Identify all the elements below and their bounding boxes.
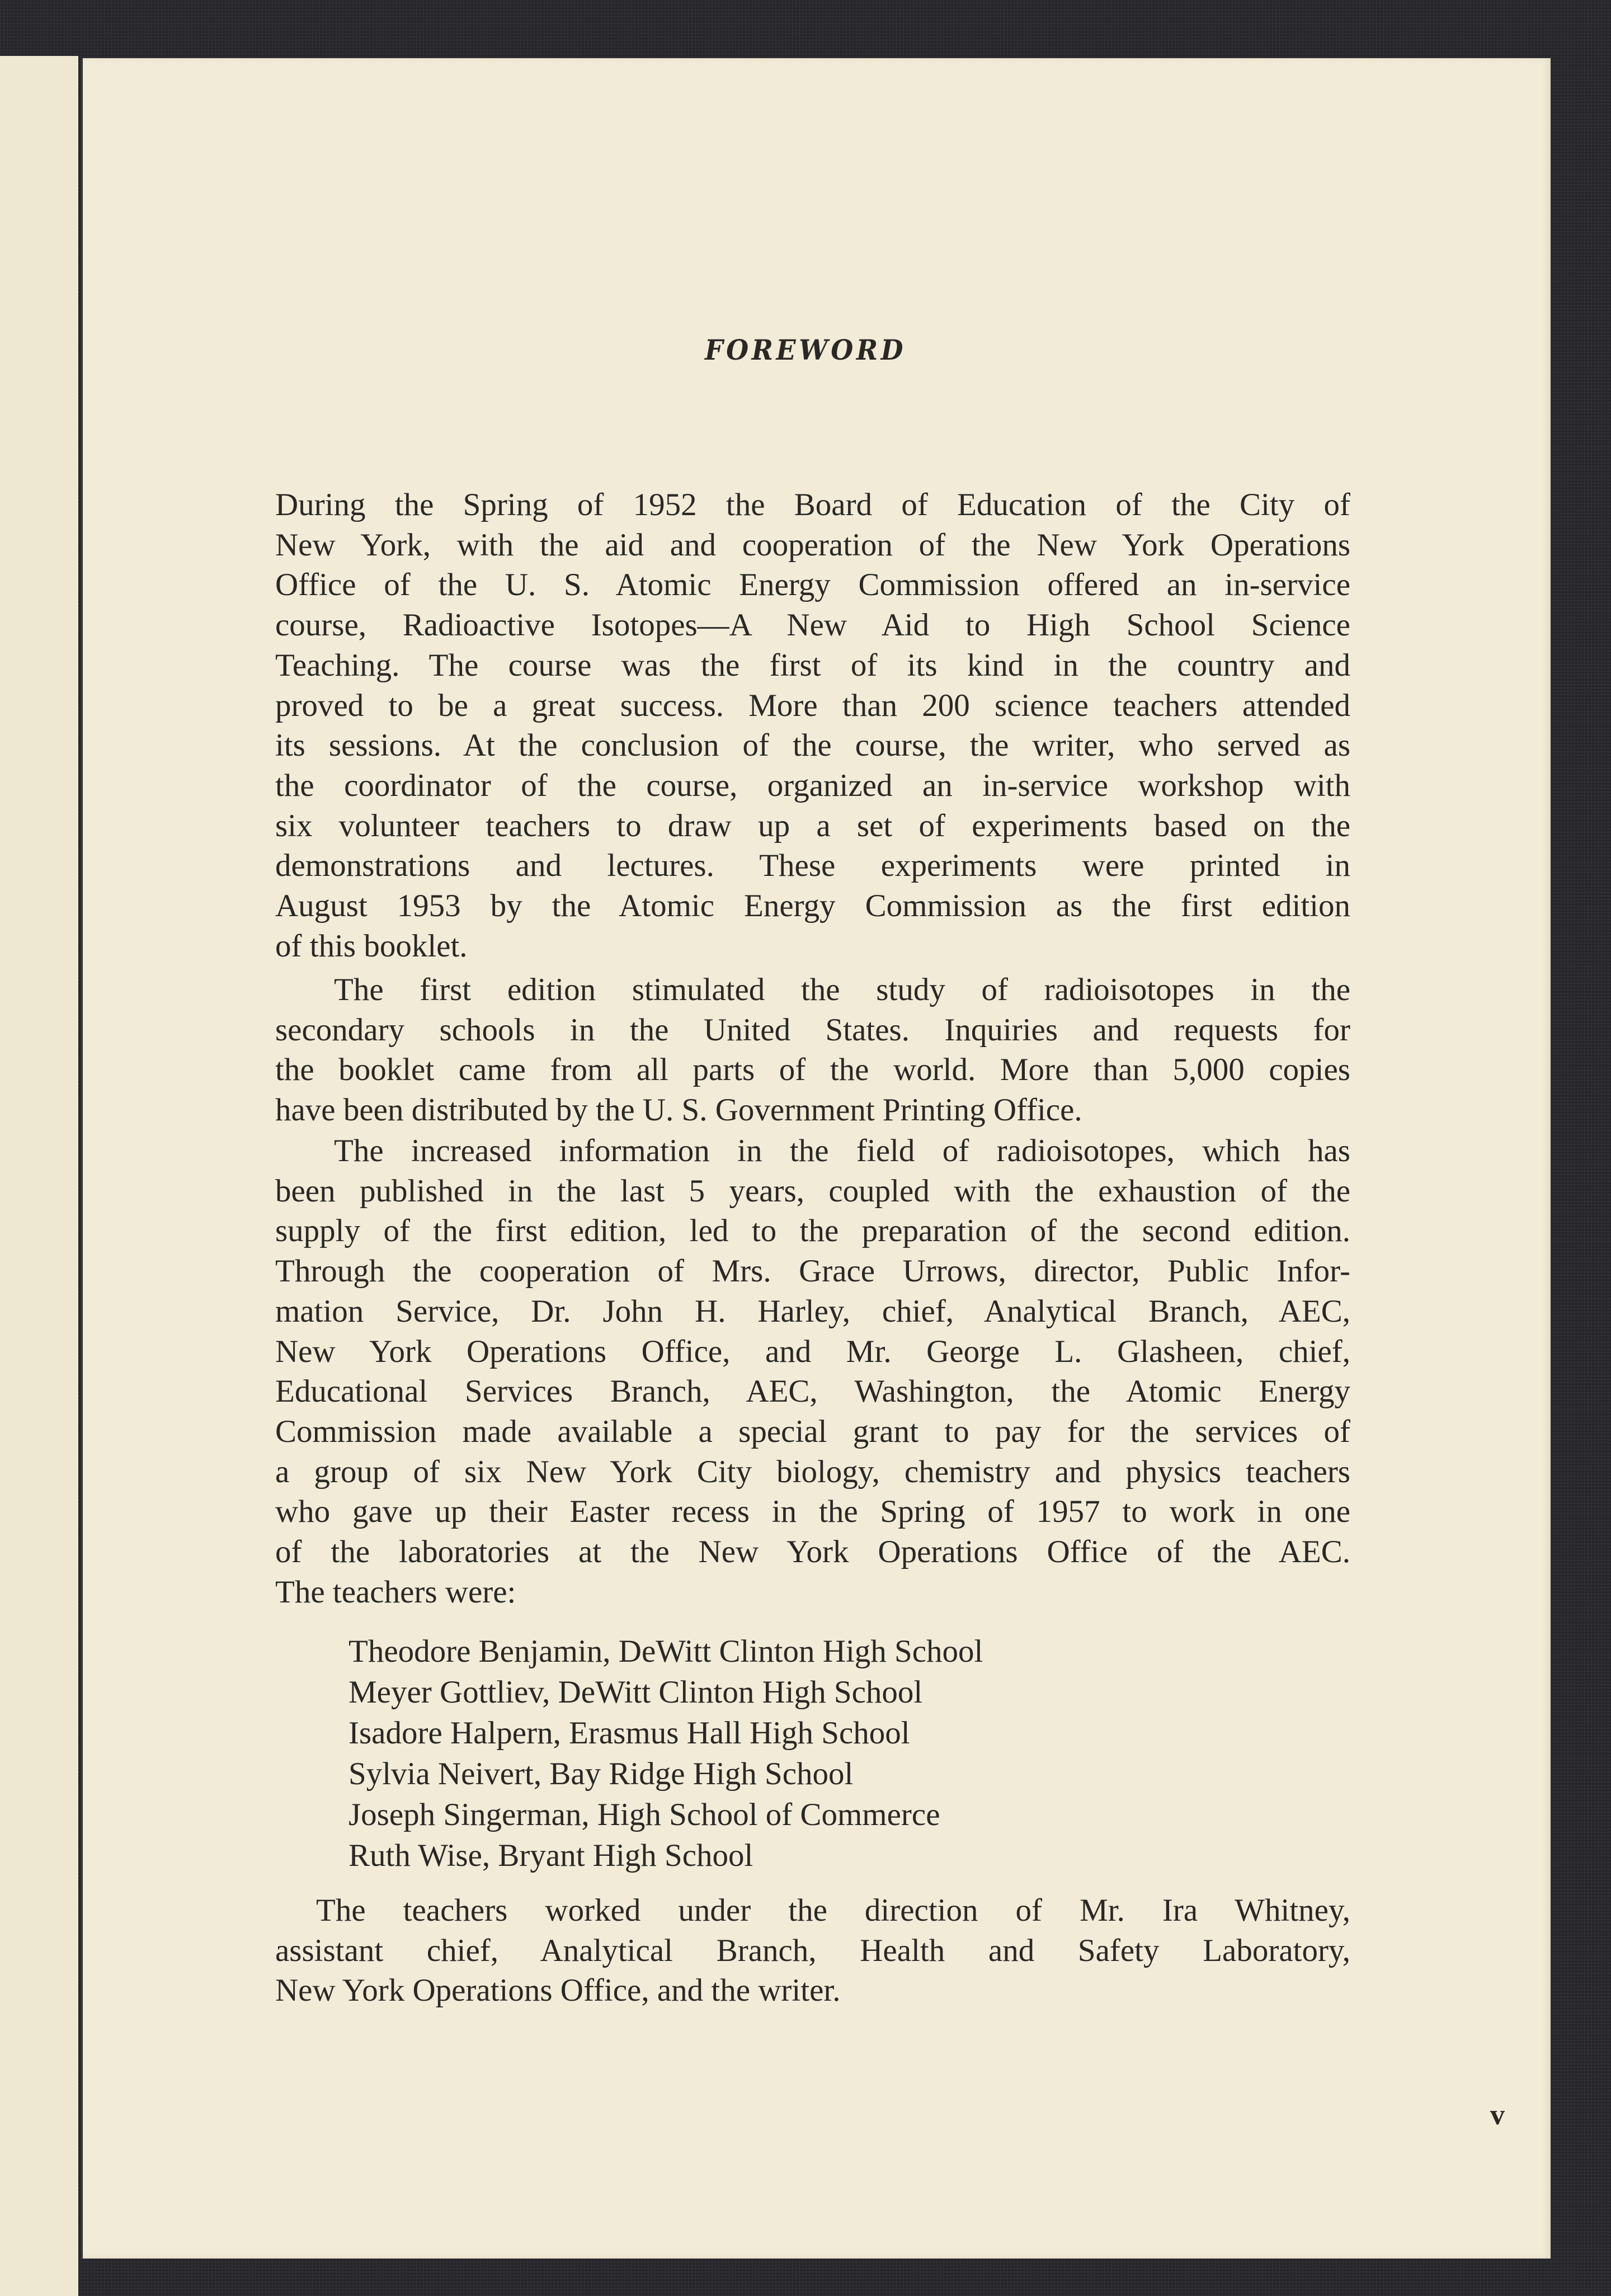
paragraph-line: New York, with the aid and cooperation of the New York Operations [275,527,1350,563]
paragraph-line: The teachers were: [275,1574,516,1610]
paragraph-line: New York Operations Office, and Mr. George L. Glasheen, chief, [275,1333,1350,1369]
paragraph-line: The first edition stimulated the study of radioisotopes in the [334,972,1350,1007]
paragraph-line: its sessions. At the conclusion of the course, the writer, who served as [275,728,1350,763]
paragraph-line: six volunteer teachers to draw up a set of experiments based on the [275,808,1350,843]
paragraph-line: proved to be a great success. More than 200 science teachers attended [275,687,1350,723]
paragraph-line: course, Radioactive Isotopes—A New Aid to High School Science [275,607,1350,643]
paragraph-line: Educational Services Branch, AEC, Washington, the Atomic Energy [275,1374,1350,1409]
paragraph-line: secondary schools in the United States. Inquiries and requests for [275,1012,1350,1048]
page-title: FOREWORD [704,333,907,366]
teacher-list-item: Sylvia Neivert, Bay Ridge High School [348,1756,854,1791]
paragraph-line: Through the cooperation of Mrs. Grace Urrows, director, Public Infor- [275,1253,1350,1289]
paragraph-line: mation Service, Dr. John H. Harley, chief, Analytical Branch, AEC, [275,1293,1350,1329]
page-number: v [1490,2099,1505,2131]
teacher-list-item: Theodore Benjamin, DeWitt Clinton High School [348,1634,983,1669]
teacher-list-item: Isadore Halpern, Erasmus Hall High School [348,1715,910,1751]
paragraph-line: August 1953 by the Atomic Energy Commission as the first edition [275,888,1350,923]
teacher-list-item: Joseph Singerman, High School of Commerce [348,1797,940,1832]
paragraph-line: the coordinator of the course, organized an in-service workshop with [275,767,1350,803]
paragraph-line: a group of six New York City biology, chemistry and physics teachers [275,1454,1350,1489]
closing-line: assistant chief, Analytical Branch, Health and Safety Laboratory, [275,1932,1350,1968]
paragraph-line: Commission made available a special grant to pay for the services of [275,1413,1350,1449]
paragraph-line: of this booklet. [275,928,468,964]
paragraph-line: supply of the first edition, led to the preparation of the second edition. [275,1213,1350,1249]
paragraph-line: Teaching. The course was the first of its kind in the country and [275,647,1350,683]
closing-line: The teachers worked under the direction of Mr. Ira Whitney, [316,1893,1350,1928]
facing-page-edge [0,56,78,2296]
paragraph-line: who gave up their Easter recess in the Spring of 1957 to work in one [275,1494,1350,1530]
paragraph-line: During the Spring of 1952 the Board of Education of the City of [275,487,1350,522]
teacher-list-item: Meyer Gottliev, DeWitt Clinton High School [348,1675,923,1710]
closing-line: New York Operations Office, and the writer. [275,1973,841,2009]
teacher-list-item: Ruth Wise, Bryant High School [348,1838,753,1873]
paragraph-line: The increased information in the field of radioisotopes, which has [334,1133,1350,1168]
paragraph-line: been published in the last 5 years, coupled with the exhaustion of the [275,1173,1350,1209]
paragraph-line: of the laboratories at the New York Operations Office of the AEC. [275,1534,1350,1569]
paragraph-line: have been distributed by the U. S. Government Printing Office. [275,1092,1082,1128]
paragraph-line: Office of the U. S. Atomic Energy Commission offered an in-service [275,567,1350,603]
paragraph-line: demonstrations and lectures. These experiments were printed in [275,848,1350,884]
paragraph-line: the booklet came from all parts of the world. More than 5,000 copies [275,1052,1350,1088]
